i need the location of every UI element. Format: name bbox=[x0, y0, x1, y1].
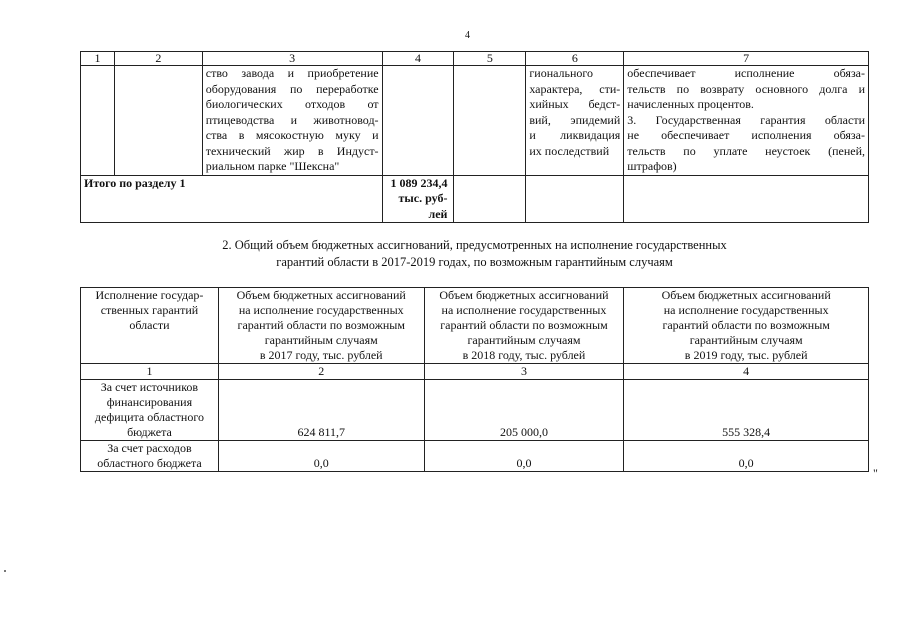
row-label bbox=[81, 441, 219, 472]
cell-line: гарантий области по возможным bbox=[662, 318, 830, 332]
section-2-heading bbox=[80, 237, 869, 271]
table1-data-row bbox=[81, 66, 869, 176]
cell-line: на исполнение государственных bbox=[238, 303, 404, 317]
cell-line: и ликвидация bbox=[529, 128, 621, 142]
table1-cell-empty bbox=[114, 66, 202, 176]
cell-line: бюджета bbox=[127, 425, 172, 439]
cell-line: области bbox=[129, 318, 170, 332]
table1-cell-empty bbox=[454, 175, 526, 223]
table2-header-cell bbox=[218, 288, 424, 364]
column-number: 1 bbox=[81, 364, 219, 380]
cell-line: дефицита областного bbox=[94, 410, 204, 424]
cell-line: Объем бюджетных ассигнований bbox=[661, 288, 831, 302]
cell-line: гарантийным случаям bbox=[467, 333, 581, 347]
cell-line: хийных бедст- bbox=[529, 97, 621, 111]
cell-line: Объем бюджетных ассигнований bbox=[236, 288, 406, 302]
value-2018: 0,0 bbox=[424, 441, 624, 472]
cell-line: гарантийным случаям bbox=[264, 333, 378, 347]
cell-line: лей bbox=[428, 206, 448, 221]
closing-quote: " bbox=[873, 466, 878, 480]
page-number: 4 bbox=[465, 30, 470, 41]
table2-row-deficit-sources bbox=[81, 380, 869, 441]
cell-line: тельств по возврату основного долга и bbox=[627, 81, 865, 96]
table1-cell-empty bbox=[526, 175, 624, 223]
cell-line: гарантий области по возможным bbox=[237, 318, 405, 332]
cell-line: 1 089 234,4 bbox=[390, 175, 448, 190]
cell-line: 3. Государственная гарантия области bbox=[627, 112, 865, 127]
table1-header-cell: 1 bbox=[81, 52, 115, 66]
table1-header-cell: 6 bbox=[526, 52, 624, 66]
table1-cell-empty bbox=[454, 66, 526, 176]
cell-line: риальном парке "Шексна" bbox=[205, 159, 340, 173]
cell-line: технический жир в Индуст- bbox=[205, 143, 379, 158]
cell-line: За счет источников bbox=[100, 380, 199, 394]
table1-cell-empty bbox=[624, 175, 869, 223]
cell-line: биологических отходов от bbox=[205, 97, 379, 111]
table1-header-cell: 5 bbox=[454, 52, 526, 66]
value-2017: 0,0 bbox=[218, 441, 424, 472]
column-number: 4 bbox=[624, 364, 869, 380]
cell-line: в 2019 году, тыс. рублей bbox=[684, 348, 808, 362]
cell-line: обеспечивает исполнение обяза- bbox=[627, 66, 865, 80]
table2-number-row bbox=[81, 364, 869, 380]
table1-header-cell: 2 bbox=[114, 52, 202, 66]
table1-cell-purpose bbox=[202, 66, 382, 176]
table2-header-cell bbox=[81, 288, 219, 364]
cell-line: финансирования bbox=[106, 395, 193, 409]
cell-line: областного бюджета bbox=[97, 456, 202, 470]
table1-header-row bbox=[81, 52, 869, 66]
budget-allocations-table bbox=[80, 287, 869, 472]
cell-line: гионального bbox=[529, 66, 594, 80]
cell-line: характера, сти- bbox=[529, 81, 621, 96]
table2-header-row bbox=[81, 288, 869, 364]
cell-line: гарантий области по возможным bbox=[440, 318, 608, 332]
column-number: 3 bbox=[424, 364, 624, 380]
cell-line: оборудования по переработке bbox=[205, 81, 379, 96]
cell-line: штрафов) bbox=[627, 159, 677, 173]
cell-line: Исполнение государ- bbox=[95, 288, 204, 302]
value-2019: 0,0 bbox=[624, 441, 869, 472]
total-label: Итого по разделу 1 bbox=[81, 175, 383, 223]
heading-line: 2. Общий объем бюджетных ассигнований, предусмотренных на исполнение государственных bbox=[222, 238, 727, 252]
cell-line: начисленных процентов. bbox=[627, 97, 754, 111]
cell-line: ства в мясокостную муку и bbox=[205, 128, 379, 142]
value-2018: 205 000,0 bbox=[424, 380, 624, 441]
table2-row-budget-expenses bbox=[81, 441, 869, 472]
table1-total-row bbox=[81, 175, 869, 223]
cell-line: тыс. руб- bbox=[398, 191, 448, 205]
cell-line: ственных гарантий bbox=[100, 303, 199, 317]
row-label bbox=[81, 380, 219, 441]
table1-header-cell: 4 bbox=[382, 52, 454, 66]
total-value bbox=[382, 175, 454, 223]
cell-line: За счет расходов bbox=[107, 441, 192, 455]
table1-cell-notes bbox=[624, 66, 869, 176]
column-number: 2 bbox=[218, 364, 424, 380]
value-2017: 624 811,7 bbox=[218, 380, 424, 441]
cell-line: тельств по уплате неустоек (пеней, bbox=[627, 143, 865, 158]
guarantees-table-continuation bbox=[80, 51, 869, 223]
table1-header-cell: 7 bbox=[624, 52, 869, 66]
cell-line: ство завода и приобретение bbox=[205, 66, 379, 80]
table2-header-cell bbox=[424, 288, 624, 364]
cell-line: не обеспечивает исполнения обяза- bbox=[627, 128, 865, 142]
value-2019: 555 328,4 bbox=[624, 380, 869, 441]
cell-line: гарантийным случаям bbox=[689, 333, 803, 347]
table1-cell-empty bbox=[81, 66, 115, 176]
cell-line: на исполнение государственных bbox=[441, 303, 607, 317]
heading-line: гарантий области в 2017-2019 годах, по возможным гарантийным случаям bbox=[276, 255, 673, 269]
table1-header-cell: 3 bbox=[202, 52, 382, 66]
cell-line: вий, эпидемий bbox=[529, 112, 621, 127]
cell-line: на исполнение государственных bbox=[663, 303, 829, 317]
cell-line: в 2017 году, тыс. рублей bbox=[259, 348, 383, 362]
cell-line: в 2018 году, тыс. рублей bbox=[462, 348, 586, 362]
cell-line: Объем бюджетных ассигнований bbox=[439, 288, 609, 302]
cell-line: птицеводства и животновод- bbox=[205, 112, 379, 127]
table1-cell-empty bbox=[382, 66, 454, 176]
scan-mark bbox=[4, 570, 6, 572]
cell-line: их последствий bbox=[529, 143, 610, 158]
table1-cell-conditions bbox=[526, 66, 624, 176]
table2-header-cell bbox=[624, 288, 869, 364]
